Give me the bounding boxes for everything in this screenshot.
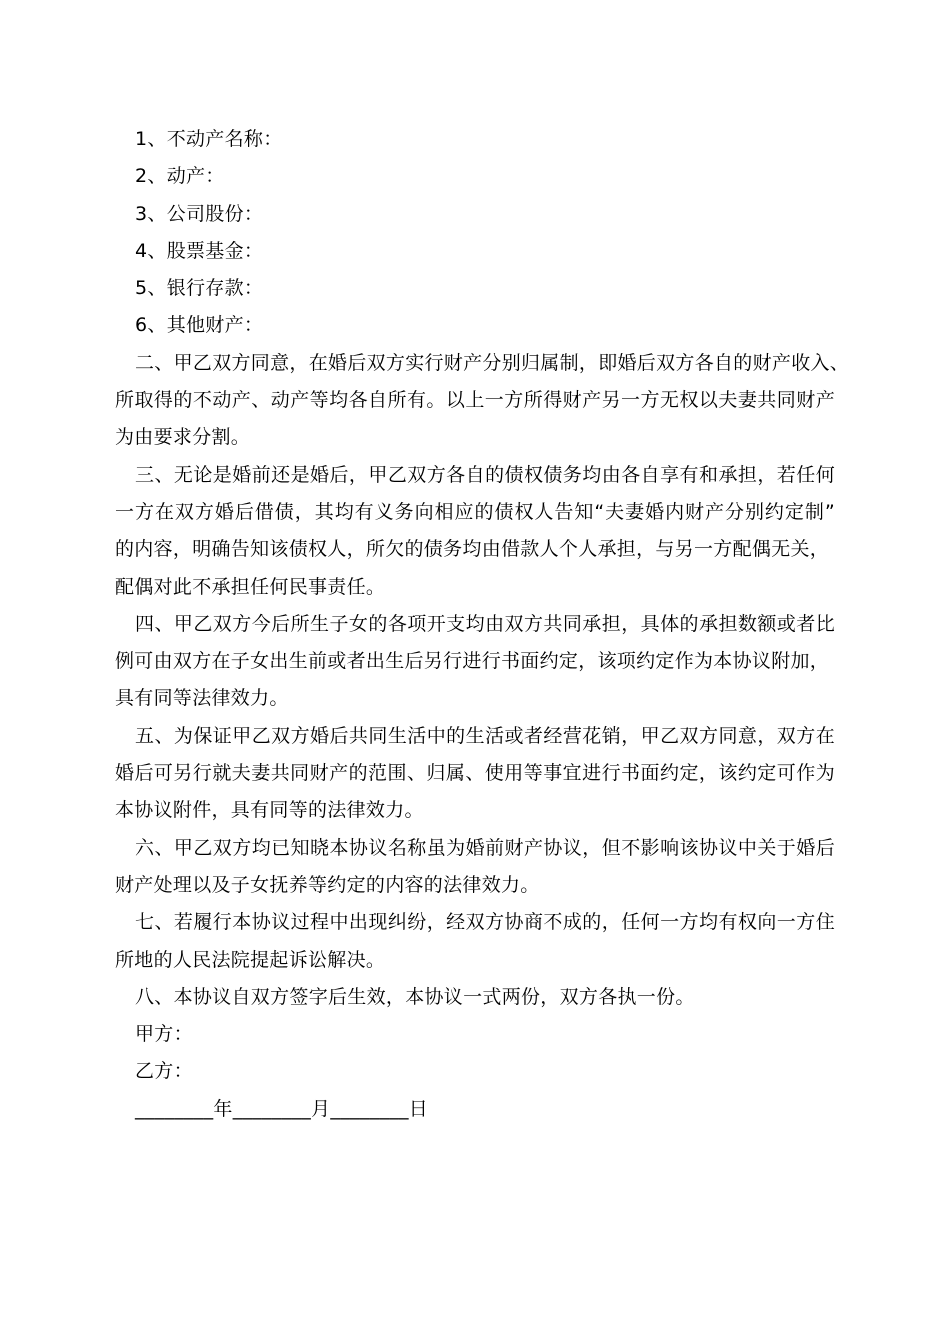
property-item-stocks-funds: 4、股票基金： bbox=[135, 239, 264, 262]
signature-block bbox=[115, 1016, 835, 1128]
clause-line: 配偶对此不承担任何民事责任。 bbox=[115, 575, 386, 598]
property-item-real-estate: 1、不动产名称： bbox=[135, 128, 283, 150]
clause-line: 本协议附件，具有同等的法律效力。 bbox=[115, 799, 424, 822]
clause-8 bbox=[115, 979, 835, 1016]
clause-line: 为由要求分割。 bbox=[115, 426, 251, 449]
clause-line: 五、为保证甲乙双方婚后共同生活中的生活或者经营花销，甲乙双方同意，双方在 bbox=[135, 724, 835, 747]
clause-line: 具有同等法律效力。 bbox=[115, 687, 289, 710]
clause-line: 七、若履行本协议过程中出现纠纷，经双方协商不成的，任何一方均有权向一方住 bbox=[135, 911, 835, 934]
clause-line: 三、无论是婚前还是婚后，甲乙双方各自的债权债务均由各自享有和承担，若任何 bbox=[135, 463, 835, 486]
clause-line: 婚后可另行就夫妻共同财产的范围、归属、使用等事宜进行书面约定，该约定可作为 bbox=[115, 762, 835, 785]
clause-2 bbox=[115, 345, 850, 457]
clause-line: 财产处理以及子女抚养等约定的内容的法律效力。 bbox=[115, 873, 540, 896]
party-b-signature-label: 乙方： bbox=[135, 1060, 193, 1083]
party-a-signature-label: 甲方： bbox=[135, 1023, 193, 1046]
clause-line: 二、甲乙双方同意，在婚后双方实行财产分别归属制，即婚后双方各自的财产收入、 bbox=[135, 351, 850, 374]
clause-line: 的内容，明确告知该债权人，所欠的债务均由借款人个人承担，与另一方配偶无关， bbox=[115, 538, 830, 561]
clause-line: 例可由双方在子女出生前或者出生后另行进行书面约定，该项约定作为本协议附加， bbox=[115, 650, 830, 673]
document-body bbox=[115, 121, 850, 1128]
clause-line: 一方在双方婚后借债，其均有义务向相应的债权人告知“夫妻婚内财产分别约定制” bbox=[115, 500, 835, 523]
clause-4 bbox=[115, 606, 835, 718]
clause-3 bbox=[115, 457, 835, 606]
property-item-movables: 2、动产： bbox=[135, 165, 225, 188]
signature-date-line: ________年________月________日 bbox=[135, 1097, 429, 1120]
clause-line: 四、甲乙双方今后所生子女的各项开支均由双方共同承担，具体的承担数额或者比 bbox=[135, 612, 835, 635]
property-item-company-shares: 3、公司股份： bbox=[135, 202, 264, 225]
property-list bbox=[115, 121, 835, 345]
clause-line: 六、甲乙双方均已知晓本协议名称虽为婚前财产协议，但不影响该协议中关于婚后 bbox=[135, 836, 835, 859]
clause-6 bbox=[115, 830, 835, 905]
clause-line: 所地的人民法院提起诉讼解决。 bbox=[115, 948, 386, 971]
clause-7 bbox=[115, 904, 835, 979]
clause-line: 八、本协议自双方签字后生效，本协议一式两份，双方各执一份。 bbox=[135, 985, 695, 1008]
property-item-other: 6、其他财产： bbox=[135, 314, 264, 337]
clause-5 bbox=[115, 718, 835, 830]
property-item-bank-deposits: 5、银行存款： bbox=[135, 277, 264, 300]
clause-line: 所取得的不动产、动产等均各自所有。以上一方所得财产另一方无权以夫妻共同财产 bbox=[115, 389, 835, 412]
